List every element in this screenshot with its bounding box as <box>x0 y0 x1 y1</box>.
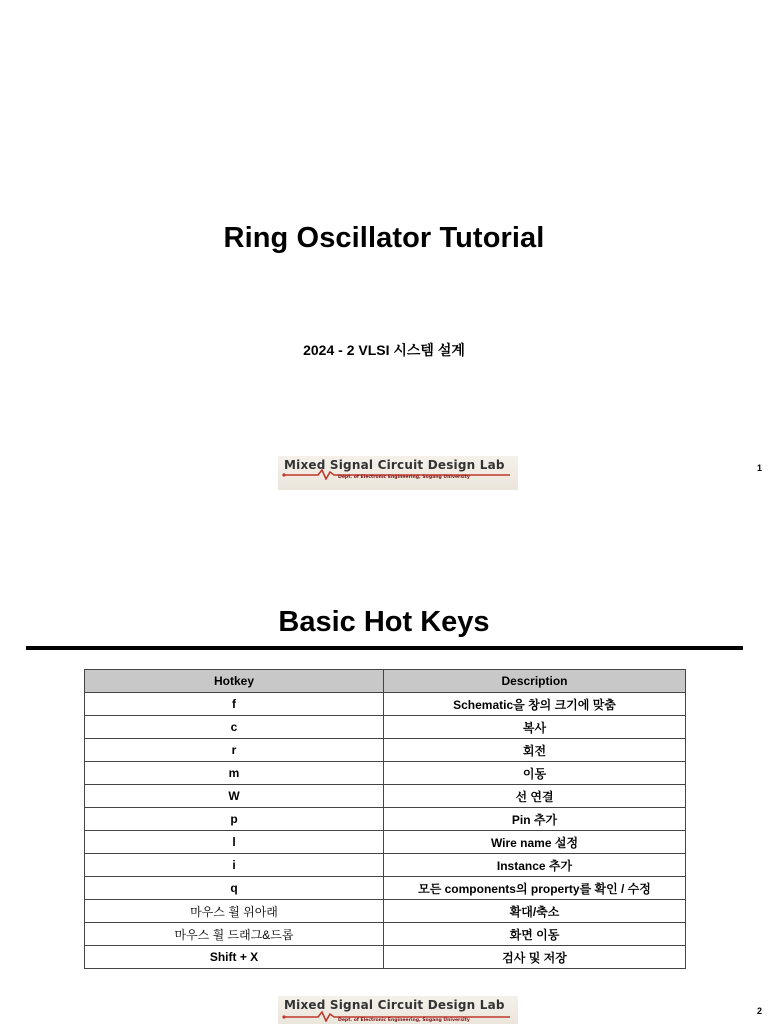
description-cell: 회전 <box>384 739 686 762</box>
table-row <box>85 900 686 923</box>
description-cell: 검사 및 저장 <box>384 946 686 969</box>
description-cell: 모든 components의 property를 확인 / 수정 <box>384 877 686 900</box>
logo-dept-name: Dept. of Electronic Engineering, Sogang University <box>338 475 470 480</box>
column-header-description: Description <box>384 670 686 693</box>
table-row <box>85 831 686 854</box>
hotkey-cell: i <box>85 854 384 877</box>
description-cell: Schematic을 창의 크기에 맞춤 <box>384 693 686 716</box>
hotkey-cell: 마우스 휠 위아래 <box>85 900 384 923</box>
description-cell: Instance 추가 <box>384 854 686 877</box>
description-cell: 선 연결 <box>384 785 686 808</box>
hotkey-cell: 마우스 휠 드래그&드롭 <box>85 923 384 946</box>
lab-logo <box>278 996 518 1024</box>
table-row <box>85 877 686 900</box>
description-cell: Wire name 설정 <box>384 831 686 854</box>
page-number: 2 <box>756 1006 762 1016</box>
hotkey-cell: m <box>85 762 384 785</box>
logo-dept-name: Dept. of Electronic Engineering, Sogang University <box>338 1018 470 1023</box>
hotkey-table <box>84 669 686 969</box>
table-row <box>85 739 686 762</box>
slide-2 <box>0 512 768 1024</box>
hotkey-cell: r <box>85 739 384 762</box>
logo-lab-name: Mixed Signal Circuit Design Lab <box>284 998 505 1012</box>
page-number: 1 <box>756 463 762 473</box>
slide-subtitle: 2024 - 2 VLSI 시스템 설계 <box>303 342 465 358</box>
description-cell: 확대/축소 <box>384 900 686 923</box>
hotkey-cell: l <box>85 831 384 854</box>
table-row <box>85 923 686 946</box>
title-divider <box>26 646 743 650</box>
hotkey-cell: p <box>85 808 384 831</box>
hotkey-cell: q <box>85 877 384 900</box>
description-cell: 이동 <box>384 762 686 785</box>
table-row <box>85 854 686 877</box>
hotkey-cell: Shift + X <box>85 946 384 969</box>
hotkey-cell: c <box>85 716 384 739</box>
description-cell: 화면 이동 <box>384 923 686 946</box>
description-cell: 복사 <box>384 716 686 739</box>
table-row <box>85 808 686 831</box>
hotkey-cell: W <box>85 785 384 808</box>
table-row <box>85 762 686 785</box>
table-header-row <box>85 670 686 693</box>
table-row <box>85 716 686 739</box>
table-row <box>85 785 686 808</box>
column-header-hotkey: Hotkey <box>85 670 384 693</box>
slide-title: Basic Hot Keys <box>278 606 490 638</box>
slide-title: Ring Oscillator Tutorial <box>223 222 545 254</box>
lab-logo <box>278 456 518 490</box>
description-cell: Pin 추가 <box>384 808 686 831</box>
table-row <box>85 946 686 969</box>
table-row <box>85 693 686 716</box>
hotkey-cell: f <box>85 693 384 716</box>
logo-lab-name: Mixed Signal Circuit Design Lab <box>284 458 505 472</box>
